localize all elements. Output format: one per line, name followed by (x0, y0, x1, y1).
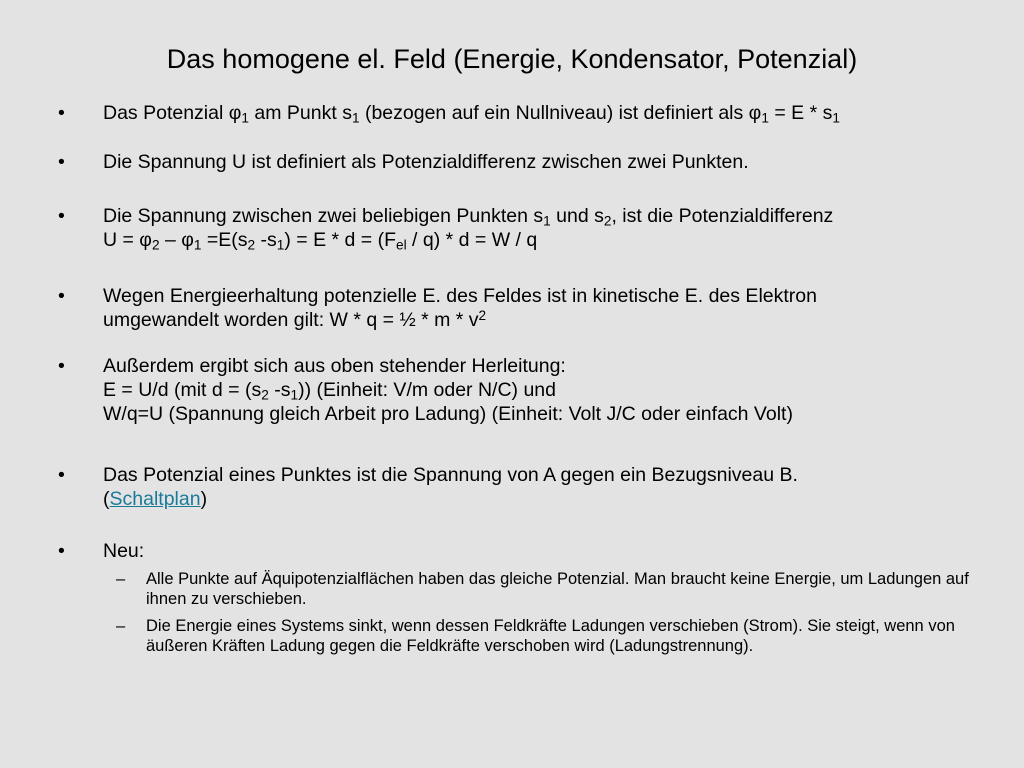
dash-icon: – (116, 570, 126, 588)
text-part: , ist die Potenzialdifferenz (611, 205, 834, 227)
bullet-icon: • (58, 355, 65, 377)
sub-bullet-text: Alle Punkte auf Äquipotenzialflächen haben das gleiche Potenzial. Man braucht keine Energie, um Ladungen auf ihnen zu verschieben. (146, 570, 969, 608)
text-part: Das Potenzial φ (103, 102, 242, 124)
subscript: el (396, 237, 407, 253)
bullet-icon: • (58, 151, 65, 173)
bullet-text (103, 463, 1003, 511)
bullet-line: Das Potenzial eines Punktes ist die Spannung von A gegen ein Bezugsniveau B. (103, 464, 798, 486)
text-part: E = U/d (mit d = (s (103, 379, 262, 401)
bullet-text (103, 101, 1003, 125)
text-part: -s (255, 229, 277, 251)
subscript: 1 (193, 237, 202, 253)
bullet-line: W/q=U (Spannung gleich Arbeit pro Ladung) (Einheit: Volt J/C oder einfach Volt) (103, 403, 793, 425)
bullet-icon: • (58, 464, 65, 486)
text-part: ( (103, 488, 110, 510)
bullet-line (103, 378, 1003, 402)
schaltplan-link[interactable]: Schaltplan (109, 488, 201, 510)
bullet-line (103, 228, 1003, 252)
text-part: = E * s (768, 102, 833, 124)
text-part: / q) * d = W / q (406, 229, 538, 251)
subscript: 1 (543, 213, 551, 229)
subscript: 2 (261, 387, 269, 403)
subscript: 2 (151, 237, 160, 253)
text-part: ) = E * d = (F (284, 229, 397, 251)
dash-icon: – (116, 617, 126, 635)
subscript: 2 (603, 213, 612, 229)
subscript: 1 (832, 110, 840, 126)
bullet-text (103, 354, 1003, 426)
text-part: )) (Einheit: V/m oder N/C) und (298, 379, 556, 401)
text-part: -s (268, 379, 291, 401)
subscript: 2 (247, 237, 256, 253)
subscript: 1 (351, 110, 360, 126)
bullet-icon: • (58, 540, 65, 562)
bullet-line: Außerdem ergibt sich aus oben stehender Herleitung: (103, 355, 566, 377)
text-part: umgewandelt worden gilt: W * q = ½ * m * v (103, 309, 479, 331)
text-part: ) (200, 488, 208, 510)
text-part: – φ (159, 229, 194, 251)
bullet-text (103, 284, 1003, 332)
subscript: 1 (241, 110, 249, 126)
bullet-icon: • (58, 285, 65, 307)
bullet-text: Die Spannung U ist definiert als Potenzialdifferenz zwischen zwei Punkten. (103, 151, 749, 173)
subscript: 1 (276, 237, 285, 253)
bullet-line (103, 204, 1003, 228)
bullet-line (103, 308, 1003, 332)
bullet-icon: • (58, 102, 65, 124)
bullet-icon: • (58, 205, 65, 227)
slide-title: Das homogene el. Feld (Energie, Kondensator, Potenzial) (166, 44, 858, 74)
text-part: =E(s (201, 229, 248, 251)
sub-bullet-text: Die Energie eines Systems sinkt, wenn dessen Feldkräfte Ladungen verschieben (Strom). Sie steigt, wenn von äußeren Kräften Ladung gegen die Feldkräfte verschoben wird (Ladungstrennung). (146, 617, 955, 655)
text-part: (bezogen auf ein Nullniveau) ist definiert als φ (359, 102, 762, 124)
bullet-text (103, 204, 1003, 252)
superscript: 2 (478, 307, 487, 323)
text-part: Die Spannung zwischen zwei beliebigen Punkten s (103, 205, 544, 227)
subscript: 1 (761, 110, 769, 126)
text-part: am Punkt s (248, 102, 352, 124)
text-part: U = φ (103, 229, 152, 251)
bullet-line (103, 487, 1003, 511)
text-part: und s (550, 205, 604, 227)
subscript: 1 (290, 387, 299, 403)
bullet-text: Neu: (103, 540, 145, 562)
bullet-line: Wegen Energieerhaltung potenzielle E. des Feldes ist in kinetische E. des Elektron (103, 285, 817, 307)
